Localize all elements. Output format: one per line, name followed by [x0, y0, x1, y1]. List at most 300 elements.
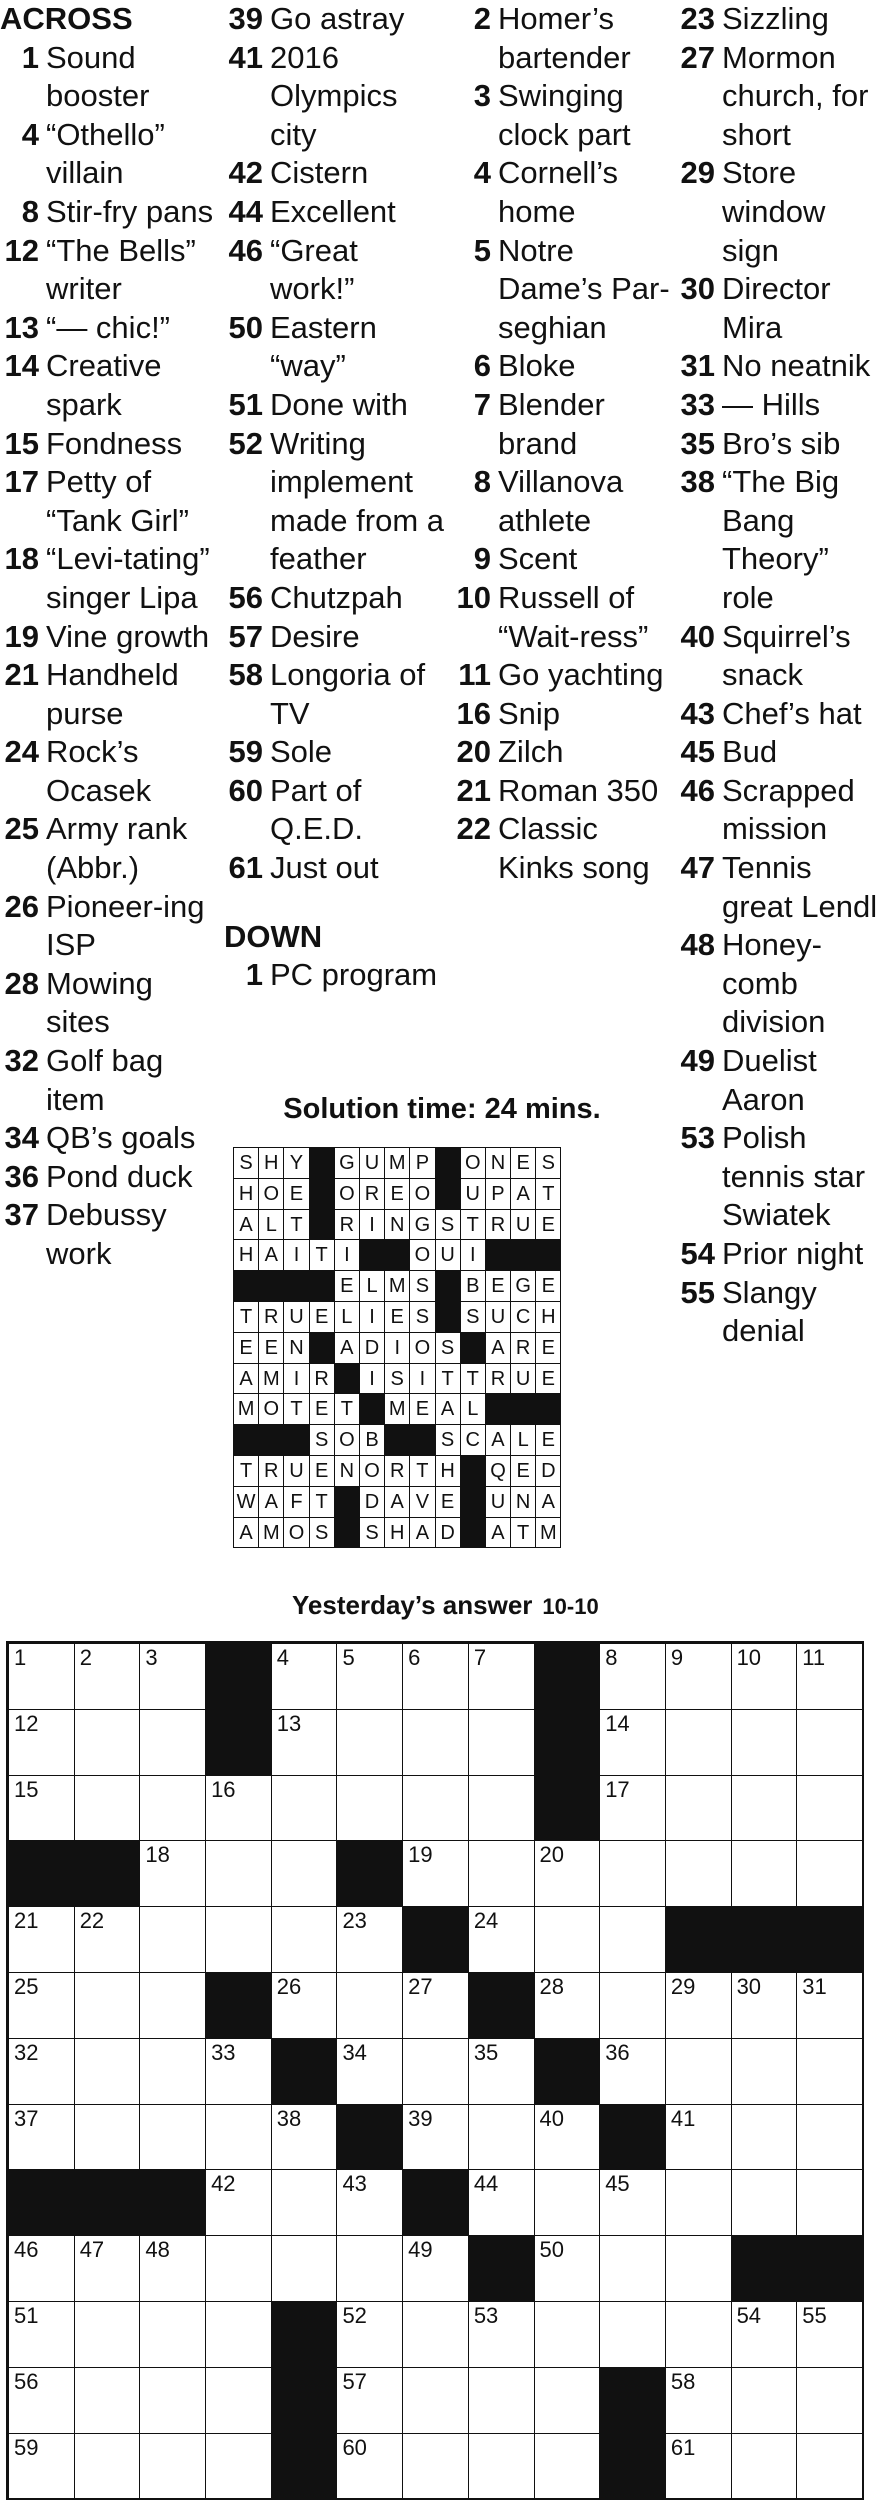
- cell-number: 44: [473, 2171, 499, 2197]
- grid-cell[interactable]: [205, 2235, 272, 2302]
- answer-row: [233, 1270, 560, 1301]
- grid-cell[interactable]: [336, 2433, 403, 2500]
- grid-cell[interactable]: [731, 1972, 798, 2039]
- grid-cell[interactable]: [402, 2433, 469, 2500]
- grid-cell[interactable]: [271, 1775, 338, 1842]
- grid-cell[interactable]: [468, 1840, 535, 1907]
- answer-letter: N: [510, 1486, 536, 1518]
- clue-number: 5: [473, 232, 491, 268]
- clue-text: “Great work!”: [270, 232, 358, 307]
- cell-number: 50: [539, 2237, 564, 2263]
- grid-cell[interactable]: [402, 1840, 469, 1907]
- clue-text: Swinging clock part: [498, 78, 631, 152]
- black-square: [271, 2367, 338, 2434]
- answer-black-square: [485, 1239, 511, 1271]
- clue-number: 48: [680, 927, 715, 963]
- grid-cell[interactable]: [8, 2433, 75, 2500]
- grid-cell[interactable]: [271, 2235, 338, 2302]
- cell-number: 9: [670, 1645, 684, 1670]
- grid-cell[interactable]: [665, 2038, 732, 2105]
- grid-cell[interactable]: [139, 1906, 206, 1973]
- answer-black-square: [535, 1239, 561, 1271]
- answer-row: [233, 1486, 560, 1517]
- clue-number: 39: [228, 1, 263, 36]
- grid-cell[interactable]: [139, 2235, 206, 2302]
- grid-cell[interactable]: [271, 2169, 338, 2236]
- answer-letter: U: [283, 1301, 309, 1333]
- grid-cell[interactable]: [336, 1972, 403, 2039]
- grid-cell[interactable]: [402, 1972, 469, 2039]
- cell-number: 22: [79, 1908, 105, 1934]
- grid-cell[interactable]: [271, 2104, 338, 2171]
- answer-letter: R: [485, 1209, 511, 1241]
- answer-letter: I: [283, 1363, 309, 1395]
- grid-cell[interactable]: [402, 1775, 469, 1842]
- grid-cell[interactable]: [731, 2367, 798, 2434]
- grid-cell[interactable]: [468, 2104, 535, 2171]
- clue-number: 12: [4, 232, 39, 268]
- grid-cell[interactable]: [534, 1840, 601, 1907]
- grid-cell[interactable]: [402, 2367, 469, 2434]
- clue-item: [224, 39, 446, 155]
- answer-black-square: [384, 1239, 410, 1271]
- clue-text: “The Big Bang Theory” role: [722, 464, 840, 615]
- answer-letter: I: [334, 1239, 360, 1271]
- answer-letter: E: [309, 1455, 335, 1487]
- grid-cell[interactable]: [796, 2433, 863, 2500]
- grid-cell[interactable]: [534, 2169, 601, 2236]
- answer-letter: S: [409, 1270, 435, 1302]
- answer-letter: U: [283, 1455, 309, 1487]
- grid-cell[interactable]: [139, 2104, 206, 2171]
- clue-text: Bro’s sib: [722, 425, 841, 461]
- clue-text: Sizzling: [722, 1, 829, 36]
- clue-item: [224, 656, 446, 733]
- grid-cell[interactable]: [599, 1840, 666, 1907]
- grid-row: [8, 2169, 862, 2235]
- clue-item: [224, 309, 446, 386]
- grid-cell[interactable]: [336, 2169, 403, 2236]
- clue-number: 13: [4, 309, 39, 345]
- clue-number: 17: [4, 464, 39, 500]
- answer-black-square: [359, 1239, 385, 1271]
- grid-cell[interactable]: [731, 1775, 798, 1842]
- grid-cell[interactable]: [468, 2367, 535, 2434]
- clue-number: 60: [228, 772, 263, 808]
- answer-letter: B: [460, 1270, 486, 1302]
- cell-number: 43: [342, 2171, 367, 2197]
- clue-number: 19: [4, 618, 39, 654]
- grid-cell[interactable]: [74, 2433, 141, 2500]
- grid-cell[interactable]: [74, 2235, 141, 2302]
- grid-cell[interactable]: [8, 1643, 75, 1710]
- grid-cell[interactable]: [139, 1840, 206, 1907]
- clue-text: Done with: [270, 386, 408, 422]
- answer-letter: S: [309, 1517, 335, 1549]
- grid-cell[interactable]: [665, 2433, 732, 2500]
- clue-text: “Levi-tating” singer Lipa: [46, 541, 210, 615]
- grid-cell[interactable]: [534, 2433, 601, 2500]
- answer-letter: I: [409, 1363, 435, 1395]
- answer-letter: E: [535, 1209, 561, 1241]
- clue-text: Desire: [270, 618, 360, 654]
- answer-letter: P: [485, 1178, 511, 1210]
- answer-letter: S: [233, 1147, 259, 1179]
- grid-cell[interactable]: [74, 1972, 141, 2039]
- grid-cell[interactable]: [139, 1775, 206, 1842]
- answer-letter: U: [510, 1363, 536, 1395]
- grid-cell[interactable]: [139, 2433, 206, 2500]
- grid-cell[interactable]: [74, 1643, 141, 1710]
- answer-letter: W: [233, 1486, 259, 1518]
- grid-cell[interactable]: [731, 2104, 798, 2171]
- grid-cell[interactable]: [336, 2367, 403, 2434]
- grid-cell[interactable]: [139, 2367, 206, 2434]
- grid-cell[interactable]: [139, 1709, 206, 1776]
- grid-cell[interactable]: [731, 2301, 798, 2368]
- clue-item: [452, 386, 670, 463]
- clue-item: [676, 1274, 879, 1351]
- grid-cell[interactable]: [205, 2301, 272, 2368]
- grid-cell[interactable]: [336, 1709, 403, 1776]
- clue-text: “The Bells” writer: [46, 232, 196, 307]
- grid-cell[interactable]: [796, 2104, 863, 2171]
- clue-number: 37: [4, 1197, 39, 1233]
- grid-cell[interactable]: [74, 1709, 141, 1776]
- grid-cell[interactable]: [665, 2301, 732, 2368]
- clue-number: 11: [458, 657, 491, 693]
- grid-cell[interactable]: [468, 2169, 535, 2236]
- answer-letter: N: [384, 1209, 410, 1241]
- grid-cell[interactable]: [599, 2038, 666, 2105]
- grid-cell[interactable]: [665, 2235, 732, 2302]
- grid-cell[interactable]: [468, 1906, 535, 1973]
- clue-item: [676, 0, 879, 39]
- clue-text: Scent: [498, 541, 578, 577]
- cell-number: 61: [670, 2434, 696, 2460]
- answer-letter: O: [334, 1424, 360, 1456]
- grid-cell[interactable]: [665, 1775, 732, 1842]
- grid-cell[interactable]: [731, 2038, 798, 2105]
- grid-cell[interactable]: [205, 2169, 272, 2236]
- grid-cell[interactable]: [665, 2104, 732, 2171]
- grid-row: [8, 1972, 862, 2038]
- grid-cell[interactable]: [8, 2038, 75, 2105]
- grid-cell[interactable]: [534, 2301, 601, 2368]
- clue-number: 42: [228, 155, 263, 191]
- grid-cell[interactable]: [74, 2301, 141, 2368]
- grid-cell[interactable]: [8, 2301, 75, 2368]
- grid-cell[interactable]: [599, 2169, 666, 2236]
- black-square: [271, 2433, 338, 2500]
- grid-cell[interactable]: [8, 1775, 75, 1842]
- grid-cell[interactable]: [205, 2433, 272, 2500]
- clue-number: 32: [4, 1043, 39, 1079]
- grid-cell[interactable]: [468, 2038, 535, 2105]
- clue-text: Cornell’s home: [498, 155, 619, 229]
- answer-black-square: [258, 1270, 284, 1302]
- clue-text: Writing implement made from a feather: [270, 425, 445, 577]
- answer-letter: M: [384, 1270, 410, 1302]
- grid-cell[interactable]: [8, 2367, 75, 2434]
- grid-cell[interactable]: [74, 1775, 141, 1842]
- grid-cell[interactable]: [336, 2301, 403, 2368]
- answer-black-square: [309, 1209, 335, 1241]
- grid-cell[interactable]: [796, 2038, 863, 2105]
- answer-row: [233, 1178, 560, 1209]
- grid-cell[interactable]: [731, 1840, 798, 1907]
- clue-text: Cistern: [270, 155, 369, 191]
- grid-cell[interactable]: [271, 1840, 338, 1907]
- cell-number: 14: [605, 1710, 630, 1736]
- grid-cell[interactable]: [468, 1643, 535, 1710]
- clue-text: Debussy work: [46, 1197, 167, 1271]
- answer-letter: O: [334, 1178, 360, 1210]
- grid-cell[interactable]: [534, 2104, 601, 2171]
- black-square: [205, 1972, 272, 2039]
- answer-row: [233, 1455, 560, 1486]
- grid-cell[interactable]: [731, 2169, 798, 2236]
- clue-number: 31: [680, 348, 715, 384]
- answer-letter: L: [510, 1424, 536, 1456]
- black-square: [796, 2235, 863, 2302]
- grid-cell[interactable]: [665, 2367, 732, 2434]
- grid-cell[interactable]: [205, 2104, 272, 2171]
- clue-item: [224, 849, 446, 888]
- answer-row: [233, 1424, 560, 1455]
- grid-cell[interactable]: [599, 1906, 666, 1973]
- black-square: [534, 1775, 601, 1842]
- grid-cell[interactable]: [796, 1840, 863, 1907]
- grid-cell[interactable]: [205, 2038, 272, 2105]
- grid-cell[interactable]: [139, 2038, 206, 2105]
- grid-cell[interactable]: [74, 2038, 141, 2105]
- grid-cell[interactable]: [468, 1709, 535, 1776]
- grid-cell[interactable]: [599, 1643, 666, 1710]
- grid-cell[interactable]: [205, 1906, 272, 1973]
- grid-cell[interactable]: [205, 1775, 272, 1842]
- cell-number: 59: [14, 2434, 39, 2460]
- clue-item: [452, 0, 670, 77]
- cell-number: 24: [473, 1908, 499, 1934]
- answer-letter: V: [409, 1486, 435, 1518]
- answer-letter: T: [283, 1209, 309, 1241]
- grid-cell[interactable]: [599, 2235, 666, 2302]
- grid-row: [8, 1906, 862, 1972]
- answer-letter: R: [334, 1209, 360, 1241]
- answer-black-square: [309, 1332, 335, 1364]
- grid-cell[interactable]: [336, 1643, 403, 1710]
- spacer: [224, 888, 446, 918]
- grid-cell[interactable]: [205, 1840, 272, 1907]
- grid-row: [8, 2235, 862, 2301]
- answer-row: [233, 1363, 560, 1394]
- grid-cell[interactable]: [796, 2169, 863, 2236]
- answer-letter: U: [510, 1209, 536, 1241]
- clue-number: 38: [680, 464, 715, 500]
- grid-cell[interactable]: [796, 2301, 863, 2368]
- grid-cell[interactable]: [665, 1643, 732, 1710]
- grid-cell[interactable]: [8, 1709, 75, 1776]
- answer-letter: S: [435, 1424, 461, 1456]
- grid-cell[interactable]: [665, 2169, 732, 2236]
- clue-text: Just out: [270, 850, 379, 886]
- grid-cell[interactable]: [402, 2104, 469, 2171]
- grid-cell[interactable]: [796, 2367, 863, 2434]
- clue-item: [0, 965, 214, 1042]
- grid-cell[interactable]: [534, 2235, 601, 2302]
- grid-cell[interactable]: [336, 2235, 403, 2302]
- answer-letter: H: [233, 1178, 259, 1210]
- clue-number: 6: [473, 348, 491, 384]
- answer-black-square: [283, 1270, 309, 1302]
- grid-cell[interactable]: [468, 2301, 535, 2368]
- grid-cell[interactable]: [402, 1643, 469, 1710]
- clue-item: [224, 193, 446, 232]
- answer-letter: E: [384, 1178, 410, 1210]
- clue-text: Pond duck: [46, 1158, 193, 1194]
- grid-cell[interactable]: [599, 1775, 666, 1842]
- grid-cell[interactable]: [599, 2301, 666, 2368]
- clue-item: [676, 1235, 879, 1274]
- grid-cell[interactable]: [468, 1775, 535, 1842]
- black-square: [599, 2104, 666, 2171]
- section-heading: DOWN: [224, 918, 323, 954]
- grid-cell[interactable]: [731, 2433, 798, 2500]
- clue-item: [0, 1158, 214, 1197]
- grid-cell[interactable]: [336, 1906, 403, 1973]
- grid-cell[interactable]: [8, 1906, 75, 1973]
- black-square: [468, 1972, 535, 2039]
- clue-item: [224, 733, 446, 772]
- answer-row: [233, 1301, 560, 1332]
- grid-cell[interactable]: [139, 1972, 206, 2039]
- grid-cell[interactable]: [731, 1643, 798, 1710]
- grid-cell[interactable]: [271, 1643, 338, 1710]
- grid-cell[interactable]: [796, 1972, 863, 2039]
- grid-cell[interactable]: [534, 1972, 601, 2039]
- grid-cell[interactable]: [8, 2104, 75, 2171]
- answer-letter: M: [233, 1393, 259, 1425]
- clue-item: [0, 309, 214, 348]
- grid-cell[interactable]: [205, 2367, 272, 2434]
- answer-letter: E: [334, 1270, 360, 1302]
- clue-text: QB’s goals: [46, 1120, 196, 1156]
- grid-cell[interactable]: [731, 1709, 798, 1776]
- grid-cell[interactable]: [665, 1840, 732, 1907]
- answer-letter: T: [535, 1178, 561, 1210]
- grid-cell[interactable]: [336, 1775, 403, 1842]
- cell-number: 46: [14, 2237, 39, 2263]
- clue-number: 25: [4, 811, 39, 847]
- grid-cell[interactable]: [534, 1906, 601, 1973]
- cell-number: 40: [539, 2105, 564, 2131]
- clue-text: Honey-comb division: [722, 927, 826, 1040]
- grid-cell[interactable]: [599, 1972, 666, 2039]
- cell-number: 37: [14, 2105, 39, 2131]
- grid-cell[interactable]: [402, 1709, 469, 1776]
- grid-cell[interactable]: [74, 2367, 141, 2434]
- answer-letter: H: [384, 1517, 410, 1549]
- answer-letter: A: [535, 1486, 561, 1518]
- cell-number: 18: [145, 1842, 170, 1868]
- answer-letter: M: [258, 1363, 284, 1395]
- clue-text: Duelist Aaron: [722, 1043, 817, 1117]
- clue-column-3: [452, 0, 670, 888]
- clue-item: [0, 1196, 214, 1273]
- answer-letter: E: [485, 1270, 511, 1302]
- clue-text: Bud: [722, 734, 778, 770]
- grid-cell[interactable]: [534, 2367, 601, 2434]
- grid-cell[interactable]: [271, 1906, 338, 1973]
- grid-cell[interactable]: [402, 2301, 469, 2368]
- answer-row: [233, 1147, 560, 1178]
- grid-cell[interactable]: [271, 1972, 338, 2039]
- clue-item: [0, 1042, 214, 1119]
- answer-black-square: [309, 1178, 335, 1210]
- clue-text: Army rank (Abbr.): [46, 811, 188, 886]
- grid-cell[interactable]: [8, 2235, 75, 2302]
- answer-letter: N: [283, 1332, 309, 1364]
- grid-cell[interactable]: [796, 1643, 863, 1710]
- clue-number: 53: [680, 1120, 715, 1156]
- grid-row: [8, 1775, 862, 1841]
- answer-letter: E: [510, 1455, 536, 1487]
- answer-letter: R: [258, 1455, 284, 1487]
- grid-cell[interactable]: [599, 1709, 666, 1776]
- grid-cell[interactable]: [796, 1775, 863, 1842]
- grid-cell[interactable]: [74, 2104, 141, 2171]
- grid-cell[interactable]: [74, 1906, 141, 1973]
- clue-number: 51: [228, 386, 263, 422]
- grid-cell[interactable]: [402, 2038, 469, 2105]
- grid-cell[interactable]: [139, 2301, 206, 2368]
- answer-letter: D: [359, 1486, 385, 1518]
- grid-cell[interactable]: [139, 1643, 206, 1710]
- answer-letter: U: [359, 1147, 385, 1179]
- clue-text: Sound booster: [46, 39, 150, 114]
- cell-number: 30: [736, 1973, 762, 1999]
- cell-number: 4: [276, 1645, 289, 1670]
- grid-cell[interactable]: [271, 1709, 338, 1776]
- clue-text: Chutzpah: [270, 579, 403, 615]
- clue-number: 33: [680, 386, 715, 422]
- clue-text: Mormon church, for short: [722, 39, 869, 152]
- answer-black-square: [460, 1517, 486, 1549]
- grid-cell[interactable]: [468, 2433, 535, 2500]
- clue-number: 34: [4, 1120, 39, 1156]
- answer-letter: G: [510, 1270, 536, 1302]
- grid-cell[interactable]: [665, 1709, 732, 1776]
- clue-item: [0, 347, 214, 424]
- clue-item: [0, 733, 214, 810]
- grid-cell[interactable]: [336, 2038, 403, 2105]
- clue-text: Blender brand: [498, 386, 605, 461]
- answer-letter: S: [359, 1517, 385, 1549]
- grid-cell[interactable]: [402, 2235, 469, 2302]
- grid-cell[interactable]: [8, 1972, 75, 2039]
- clue-item: [0, 888, 214, 965]
- answer-letter: E: [535, 1270, 561, 1302]
- clue-item: [452, 540, 670, 579]
- grid-cell[interactable]: [665, 1972, 732, 2039]
- black-square: [139, 2169, 206, 2236]
- clue-item: [224, 232, 446, 309]
- grid-cell[interactable]: [796, 1709, 863, 1776]
- answer-letter: S: [384, 1363, 410, 1395]
- clue-text: Russell of “Wait-ress”: [498, 579, 649, 654]
- answer-row: [233, 1393, 560, 1424]
